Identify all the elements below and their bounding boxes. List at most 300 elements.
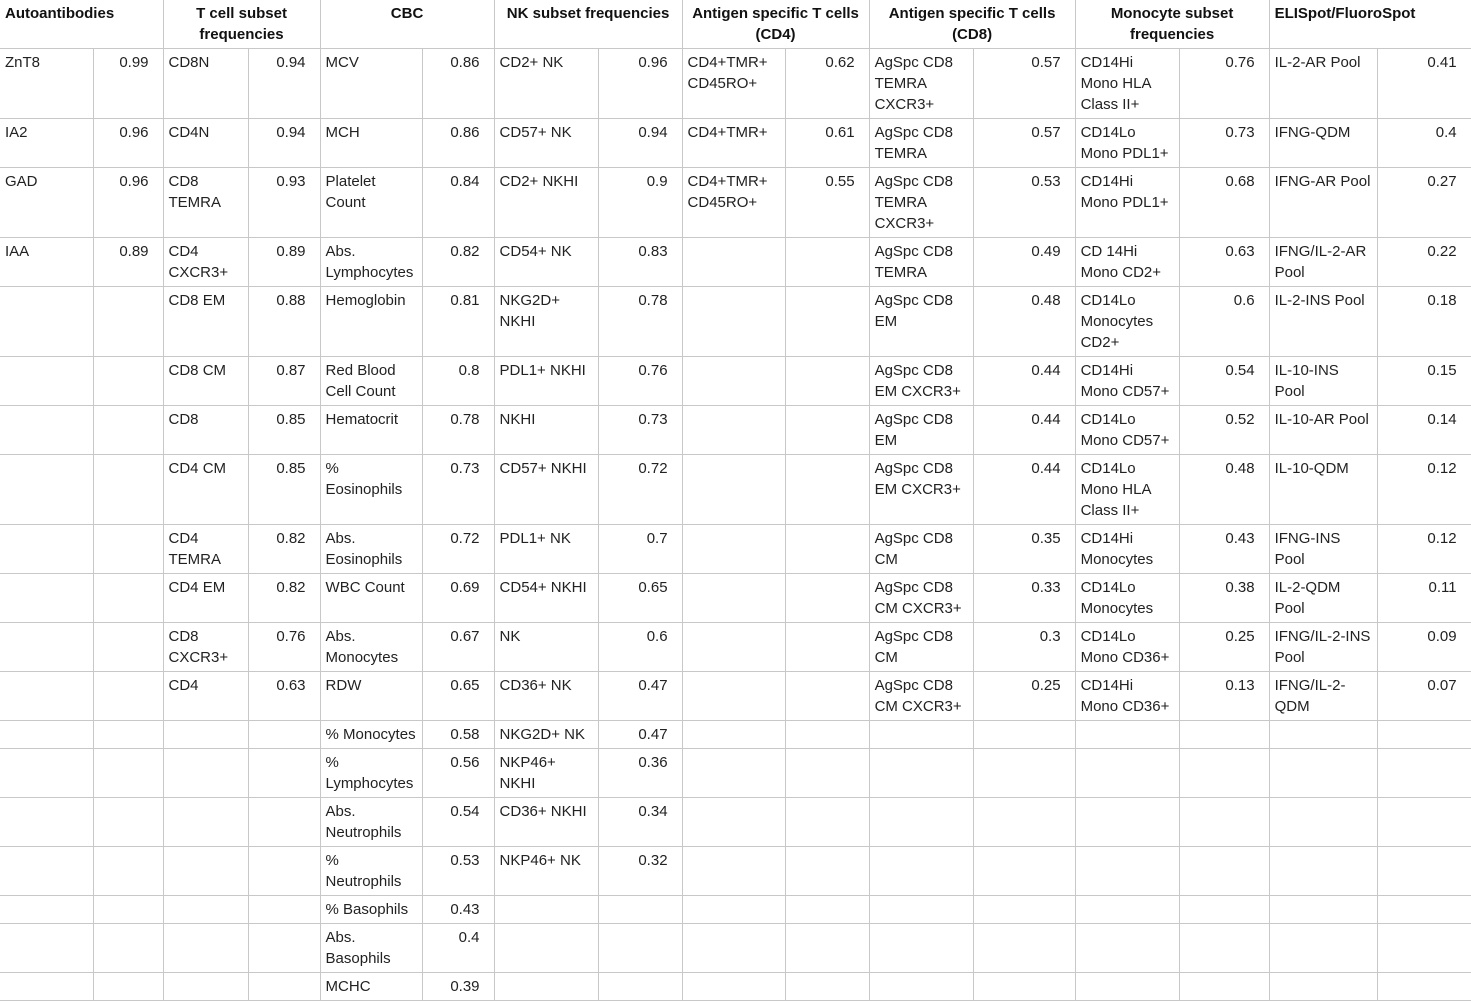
nk-subset-label-cell: CD36+ NK <box>494 672 598 721</box>
antigen-cd4-label-cell <box>682 798 785 847</box>
table-row <box>0 287 1471 357</box>
header-t-cell-subset: T cell subset frequencies <box>163 0 320 49</box>
table-row <box>0 455 1471 525</box>
antigen-cd4-value-cell <box>785 525 869 574</box>
elispot-value-cell <box>1377 798 1471 847</box>
antigen-cd8-label-cell: AgSpc CD8 EM CXCR3+ <box>869 455 973 525</box>
elispot-label-cell <box>1269 973 1377 1001</box>
antigen-cd4-value-cell <box>785 238 869 287</box>
autoantibodies-value-cell <box>93 623 163 672</box>
cbc-label-cell: % Eosinophils <box>320 455 422 525</box>
monocyte-subset-value-cell <box>1179 847 1269 896</box>
antigen-cd4-value-cell: 0.62 <box>785 49 869 119</box>
cbc-value-cell: 0.86 <box>422 49 494 119</box>
table-row <box>0 357 1471 406</box>
antigen-cd8-label-cell <box>869 749 973 798</box>
autoantibodies-value-cell <box>93 847 163 896</box>
t-cell-subset-value-cell: 0.87 <box>248 357 320 406</box>
autoantibodies-value-cell: 0.96 <box>93 168 163 238</box>
autoantibodies-value-cell <box>93 973 163 1001</box>
antigen-cd8-label-cell: AgSpc CD8 CM CXCR3+ <box>869 672 973 721</box>
antigen-cd8-label-cell: AgSpc CD8 TEMRA CXCR3+ <box>869 168 973 238</box>
t-cell-subset-value-cell: 0.82 <box>248 525 320 574</box>
elispot-value-cell <box>1377 973 1471 1001</box>
monocyte-subset-value-cell: 0.73 <box>1179 119 1269 168</box>
monocyte-subset-label-cell: CD14Lo Monocytes <box>1075 574 1179 623</box>
nk-subset-value-cell: 0.83 <box>598 238 682 287</box>
antigen-cd4-value-cell <box>785 455 869 525</box>
nk-subset-value-cell <box>598 924 682 973</box>
antigen-cd4-value-cell: 0.61 <box>785 119 869 168</box>
table-row <box>0 847 1471 896</box>
autoantibodies-label-cell <box>0 798 93 847</box>
table-row <box>0 721 1471 749</box>
nk-subset-label-cell: NKHI <box>494 406 598 455</box>
antigen-cd4-value-cell <box>785 721 869 749</box>
t-cell-subset-label-cell: CD4 EM <box>163 574 248 623</box>
table-row <box>0 672 1471 721</box>
antigen-cd8-value-cell <box>973 924 1075 973</box>
autoantibodies-value-cell <box>93 721 163 749</box>
elispot-value-cell: 0.07 <box>1377 672 1471 721</box>
nk-subset-value-cell: 0.36 <box>598 749 682 798</box>
cbc-value-cell: 0.78 <box>422 406 494 455</box>
elispot-label-cell <box>1269 749 1377 798</box>
t-cell-subset-value-cell <box>248 847 320 896</box>
autoantibodies-label-cell <box>0 574 93 623</box>
antigen-cd4-label-cell <box>682 455 785 525</box>
cbc-label-cell: Platelet Count <box>320 168 422 238</box>
elispot-label-cell: IL-10-QDM <box>1269 455 1377 525</box>
nk-subset-value-cell <box>598 973 682 1001</box>
elispot-value-cell: 0.27 <box>1377 168 1471 238</box>
monocyte-subset-value-cell: 0.63 <box>1179 238 1269 287</box>
cbc-value-cell: 0.86 <box>422 119 494 168</box>
elispot-label-cell: IFNG-INS Pool <box>1269 525 1377 574</box>
elispot-value-cell: 0.14 <box>1377 406 1471 455</box>
elispot-value-cell: 0.22 <box>1377 238 1471 287</box>
antigen-cd4-value-cell <box>785 406 869 455</box>
autoantibodies-label-cell <box>0 973 93 1001</box>
antigen-cd4-value-cell <box>785 896 869 924</box>
antigen-cd8-value-cell: 0.25 <box>973 672 1075 721</box>
autoantibodies-label-cell <box>0 721 93 749</box>
cbc-label-cell: WBC Count <box>320 574 422 623</box>
nk-subset-label-cell: NKP46+ NKHI <box>494 749 598 798</box>
table-body <box>0 49 1471 1001</box>
antigen-cd4-value-cell <box>785 574 869 623</box>
antigen-cd8-label-cell <box>869 896 973 924</box>
antigen-cd8-label-cell: AgSpc CD8 EM <box>869 406 973 455</box>
autoantibodies-value-cell: 0.99 <box>93 49 163 119</box>
elispot-value-cell <box>1377 721 1471 749</box>
header-autoantibodies: Autoantibodies <box>0 0 163 49</box>
t-cell-subset-value-cell: 0.88 <box>248 287 320 357</box>
cbc-label-cell: % Neutrophils <box>320 847 422 896</box>
antigen-cd4-label-cell <box>682 238 785 287</box>
monocyte-subset-label-cell: CD14Lo Mono HLA Class II+ <box>1075 455 1179 525</box>
autoantibodies-label-cell <box>0 896 93 924</box>
autoantibodies-value-cell <box>93 287 163 357</box>
header-antigen-cd8: Antigen specific T cells (CD8) <box>869 0 1075 49</box>
nk-subset-value-cell: 0.94 <box>598 119 682 168</box>
antigen-cd8-value-cell: 0.48 <box>973 287 1075 357</box>
antigen-cd8-value-cell: 0.57 <box>973 49 1075 119</box>
t-cell-subset-label-cell <box>163 749 248 798</box>
nk-subset-label-cell: CD2+ NK <box>494 49 598 119</box>
t-cell-subset-label-cell <box>163 924 248 973</box>
monocyte-subset-value-cell: 0.68 <box>1179 168 1269 238</box>
nk-subset-value-cell: 0.72 <box>598 455 682 525</box>
elispot-label-cell <box>1269 896 1377 924</box>
monocyte-subset-label-cell: CD14Hi Mono HLA Class II+ <box>1075 49 1179 119</box>
elispot-value-cell: 0.12 <box>1377 455 1471 525</box>
t-cell-subset-label-cell: CD8N <box>163 49 248 119</box>
nk-subset-value-cell: 0.76 <box>598 357 682 406</box>
antigen-cd8-label-cell: AgSpc CD8 CM <box>869 525 973 574</box>
antigen-cd8-label-cell: AgSpc CD8 TEMRA CXCR3+ <box>869 49 973 119</box>
cbc-value-cell: 0.73 <box>422 455 494 525</box>
t-cell-subset-label-cell: CD8 TEMRA <box>163 168 248 238</box>
monocyte-subset-label-cell: CD14Hi Mono CD57+ <box>1075 357 1179 406</box>
elispot-label-cell: IL-2-AR Pool <box>1269 49 1377 119</box>
table-row <box>0 749 1471 798</box>
antigen-cd8-label-cell: AgSpc CD8 EM CXCR3+ <box>869 357 973 406</box>
monocyte-subset-value-cell <box>1179 924 1269 973</box>
elispot-label-cell <box>1269 924 1377 973</box>
cbc-label-cell: Hemoglobin <box>320 287 422 357</box>
nk-subset-value-cell: 0.47 <box>598 721 682 749</box>
cbc-value-cell: 0.81 <box>422 287 494 357</box>
antigen-cd4-label-cell <box>682 721 785 749</box>
cbc-value-cell: 0.84 <box>422 168 494 238</box>
nk-subset-value-cell: 0.65 <box>598 574 682 623</box>
elispot-label-cell: IFNG-AR Pool <box>1269 168 1377 238</box>
cbc-label-cell: Abs. Monocytes <box>320 623 422 672</box>
t-cell-subset-label-cell: CD4 CM <box>163 455 248 525</box>
autoantibodies-label-cell <box>0 924 93 973</box>
nk-subset-value-cell <box>598 896 682 924</box>
nk-subset-label-cell: NKG2D+ NK <box>494 721 598 749</box>
autoantibodies-value-cell: 0.89 <box>93 238 163 287</box>
nk-subset-value-cell: 0.96 <box>598 49 682 119</box>
antigen-cd8-value-cell: 0.33 <box>973 574 1075 623</box>
antigen-cd8-value-cell: 0.44 <box>973 406 1075 455</box>
t-cell-subset-value-cell: 0.94 <box>248 49 320 119</box>
antigen-cd8-value-cell <box>973 798 1075 847</box>
nk-subset-value-cell: 0.32 <box>598 847 682 896</box>
autoantibodies-label-cell <box>0 406 93 455</box>
elispot-label-cell <box>1269 798 1377 847</box>
nk-subset-value-cell: 0.34 <box>598 798 682 847</box>
monocyte-subset-value-cell: 0.48 <box>1179 455 1269 525</box>
nk-subset-label-cell: CD54+ NK <box>494 238 598 287</box>
nk-subset-value-cell: 0.9 <box>598 168 682 238</box>
monocyte-subset-label-cell: CD14Hi Monocytes <box>1075 525 1179 574</box>
monocyte-subset-value-cell: 0.6 <box>1179 287 1269 357</box>
monocyte-subset-value-cell <box>1179 798 1269 847</box>
t-cell-subset-label-cell: CD8 CM <box>163 357 248 406</box>
elispot-value-cell <box>1377 847 1471 896</box>
antigen-cd4-label-cell <box>682 525 785 574</box>
antigen-cd8-value-cell: 0.44 <box>973 455 1075 525</box>
monocyte-subset-label-cell <box>1075 798 1179 847</box>
autoantibodies-value-cell <box>93 357 163 406</box>
nk-subset-label-cell: NK <box>494 623 598 672</box>
t-cell-subset-value-cell: 0.94 <box>248 119 320 168</box>
antigen-cd4-label-cell <box>682 406 785 455</box>
t-cell-subset-label-cell: CD4 <box>163 672 248 721</box>
antigen-cd8-label-cell: AgSpc CD8 TEMRA <box>869 238 973 287</box>
antigen-cd4-value-cell <box>785 623 869 672</box>
antigen-cd4-value-cell <box>785 798 869 847</box>
nk-subset-label-cell <box>494 896 598 924</box>
cbc-label-cell: % Monocytes <box>320 721 422 749</box>
t-cell-subset-value-cell: 0.76 <box>248 623 320 672</box>
nk-subset-label-cell: NKP46+ NK <box>494 847 598 896</box>
table-row <box>0 973 1471 1001</box>
monocyte-subset-value-cell: 0.25 <box>1179 623 1269 672</box>
antigen-cd8-label-cell <box>869 924 973 973</box>
antigen-cd8-value-cell: 0.53 <box>973 168 1075 238</box>
elispot-value-cell <box>1377 896 1471 924</box>
antigen-cd8-value-cell: 0.49 <box>973 238 1075 287</box>
t-cell-subset-value-cell: 0.89 <box>248 238 320 287</box>
nk-subset-value-cell: 0.6 <box>598 623 682 672</box>
antigen-cd4-label-cell: CD4+TMR+ <box>682 119 785 168</box>
autoantibodies-label-cell: IA2 <box>0 119 93 168</box>
antigen-cd4-label-cell: CD4+TMR+ CD45RO+ <box>682 168 785 238</box>
nk-subset-label-cell: CD57+ NKHI <box>494 455 598 525</box>
t-cell-subset-label-cell: CD4 TEMRA <box>163 525 248 574</box>
monocyte-subset-value-cell: 0.52 <box>1179 406 1269 455</box>
t-cell-subset-label-cell <box>163 973 248 1001</box>
autoantibodies-label-cell <box>0 847 93 896</box>
monocyte-subset-label-cell <box>1075 749 1179 798</box>
antigen-cd4-label-cell: CD4+TMR+ CD45RO+ <box>682 49 785 119</box>
antigen-cd8-label-cell: AgSpc CD8 CM <box>869 623 973 672</box>
autoantibodies-label-cell <box>0 525 93 574</box>
nk-subset-value-cell: 0.78 <box>598 287 682 357</box>
table-row <box>0 119 1471 168</box>
autoantibodies-label-cell: ZnT8 <box>0 49 93 119</box>
header-antigen-cd4: Antigen specific T cells (CD4) <box>682 0 869 49</box>
autoantibodies-label-cell <box>0 455 93 525</box>
antigen-cd8-value-cell: 0.35 <box>973 525 1075 574</box>
monocyte-subset-value-cell <box>1179 721 1269 749</box>
elispot-label-cell: IL-2-INS Pool <box>1269 287 1377 357</box>
antigen-cd8-value-cell <box>973 896 1075 924</box>
antigen-cd4-label-cell <box>682 672 785 721</box>
autoantibodies-value-cell <box>93 896 163 924</box>
cbc-label-cell: Abs. Eosinophils <box>320 525 422 574</box>
monocyte-subset-label-cell <box>1075 896 1179 924</box>
antigen-cd8-value-cell <box>973 721 1075 749</box>
header-elispot: ELISpot/FluoroSpot <box>1269 0 1471 49</box>
monocyte-subset-label-cell <box>1075 847 1179 896</box>
t-cell-subset-value-cell <box>248 749 320 798</box>
monocyte-subset-value-cell: 0.54 <box>1179 357 1269 406</box>
monocyte-subset-value-cell <box>1179 896 1269 924</box>
nk-subset-value-cell: 0.73 <box>598 406 682 455</box>
t-cell-subset-value-cell <box>248 896 320 924</box>
cbc-value-cell: 0.56 <box>422 749 494 798</box>
autoantibodies-label-cell <box>0 672 93 721</box>
cbc-value-cell: 0.53 <box>422 847 494 896</box>
monocyte-subset-value-cell <box>1179 973 1269 1001</box>
t-cell-subset-value-cell <box>248 973 320 1001</box>
t-cell-subset-label-cell: CD4 CXCR3+ <box>163 238 248 287</box>
monocyte-subset-label-cell: CD14Lo Monocytes CD2+ <box>1075 287 1179 357</box>
antigen-cd4-value-cell: 0.55 <box>785 168 869 238</box>
cbc-value-cell: 0.43 <box>422 896 494 924</box>
antigen-cd4-value-cell <box>785 924 869 973</box>
cbc-value-cell: 0.72 <box>422 525 494 574</box>
nk-subset-label-cell: CD36+ NKHI <box>494 798 598 847</box>
elispot-value-cell: 0.4 <box>1377 119 1471 168</box>
t-cell-subset-label-cell <box>163 847 248 896</box>
t-cell-subset-value-cell <box>248 798 320 847</box>
elispot-label-cell: IFNG-QDM <box>1269 119 1377 168</box>
antigen-cd4-value-cell <box>785 357 869 406</box>
cbc-value-cell: 0.39 <box>422 973 494 1001</box>
nk-subset-label-cell: CD54+ NKHI <box>494 574 598 623</box>
autoantibodies-label-cell <box>0 623 93 672</box>
t-cell-subset-label-cell: CD8 EM <box>163 287 248 357</box>
antigen-cd4-value-cell <box>785 672 869 721</box>
elispot-label-cell: IL-10-INS Pool <box>1269 357 1377 406</box>
table-row <box>0 525 1471 574</box>
header-nk-subset: NK subset frequencies <box>494 0 682 49</box>
monocyte-subset-label-cell: CD14Hi Mono PDL1+ <box>1075 168 1179 238</box>
nk-subset-label-cell: NKG2D+ NKHI <box>494 287 598 357</box>
monocyte-subset-value-cell <box>1179 749 1269 798</box>
elispot-value-cell: 0.18 <box>1377 287 1471 357</box>
autoantibodies-value-cell <box>93 749 163 798</box>
cbc-value-cell: 0.58 <box>422 721 494 749</box>
autoantibodies-value-cell <box>93 672 163 721</box>
autoantibodies-value-cell: 0.96 <box>93 119 163 168</box>
t-cell-subset-label-cell: CD8 CXCR3+ <box>163 623 248 672</box>
antigen-cd4-label-cell <box>682 896 785 924</box>
antigen-cd4-label-cell <box>682 924 785 973</box>
antigen-cd8-value-cell: 0.3 <box>973 623 1075 672</box>
cbc-value-cell: 0.4 <box>422 924 494 973</box>
cbc-label-cell: Abs. Neutrophils <box>320 798 422 847</box>
nk-subset-value-cell: 0.7 <box>598 525 682 574</box>
antigen-cd4-value-cell <box>785 749 869 798</box>
monocyte-subset-value-cell: 0.76 <box>1179 49 1269 119</box>
table-row <box>0 896 1471 924</box>
autoantibodies-value-cell <box>93 525 163 574</box>
elispot-label-cell: IL-2-QDM Pool <box>1269 574 1377 623</box>
elispot-value-cell: 0.11 <box>1377 574 1471 623</box>
monocyte-subset-label-cell <box>1075 973 1179 1001</box>
antigen-cd4-label-cell <box>682 749 785 798</box>
cbc-label-cell: MCH <box>320 119 422 168</box>
antigen-cd4-label-cell <box>682 973 785 1001</box>
cbc-value-cell: 0.69 <box>422 574 494 623</box>
monocyte-subset-value-cell: 0.38 <box>1179 574 1269 623</box>
cbc-label-cell: % Lymphocytes <box>320 749 422 798</box>
antigen-cd8-label-cell <box>869 798 973 847</box>
elispot-label-cell: IL-10-AR Pool <box>1269 406 1377 455</box>
elispot-value-cell: 0.12 <box>1377 525 1471 574</box>
antigen-cd8-value-cell: 0.57 <box>973 119 1075 168</box>
t-cell-subset-label-cell: CD8 <box>163 406 248 455</box>
t-cell-subset-label-cell <box>163 798 248 847</box>
cbc-label-cell: Red Blood Cell Count <box>320 357 422 406</box>
t-cell-subset-value-cell: 0.63 <box>248 672 320 721</box>
cbc-value-cell: 0.8 <box>422 357 494 406</box>
elispot-label-cell <box>1269 847 1377 896</box>
header-row <box>0 0 1471 49</box>
monocyte-subset-label-cell: CD 14Hi Mono CD2+ <box>1075 238 1179 287</box>
elispot-value-cell <box>1377 924 1471 973</box>
elispot-label-cell <box>1269 721 1377 749</box>
antigen-cd8-value-cell: 0.44 <box>973 357 1075 406</box>
cbc-value-cell: 0.67 <box>422 623 494 672</box>
nk-subset-label-cell <box>494 973 598 1001</box>
monocyte-subset-value-cell: 0.13 <box>1179 672 1269 721</box>
cbc-label-cell: Abs. Lymphocytes <box>320 238 422 287</box>
antigen-cd8-label-cell: AgSpc CD8 TEMRA <box>869 119 973 168</box>
autoantibodies-label-cell: IAA <box>0 238 93 287</box>
nk-subset-label-cell: CD57+ NK <box>494 119 598 168</box>
table-row <box>0 168 1471 238</box>
antigen-cd8-label-cell <box>869 973 973 1001</box>
elispot-value-cell: 0.15 <box>1377 357 1471 406</box>
header-monocyte-subset: Monocyte subset frequencies <box>1075 0 1269 49</box>
antigen-cd4-value-cell <box>785 287 869 357</box>
monocyte-subset-label-cell: CD14Lo Mono CD36+ <box>1075 623 1179 672</box>
antigen-cd8-label-cell <box>869 847 973 896</box>
monocyte-subset-label-cell: CD14Lo Mono PDL1+ <box>1075 119 1179 168</box>
t-cell-subset-value-cell: 0.85 <box>248 455 320 525</box>
autoantibodies-value-cell <box>93 574 163 623</box>
table-row <box>0 49 1471 119</box>
antigen-cd4-value-cell <box>785 847 869 896</box>
antigen-cd4-label-cell <box>682 623 785 672</box>
t-cell-subset-value-cell: 0.93 <box>248 168 320 238</box>
antigen-cd4-label-cell <box>682 847 785 896</box>
autoantibodies-value-cell <box>93 455 163 525</box>
cbc-value-cell: 0.65 <box>422 672 494 721</box>
antigen-cd4-label-cell <box>682 287 785 357</box>
elispot-value-cell: 0.09 <box>1377 623 1471 672</box>
cbc-value-cell: 0.82 <box>422 238 494 287</box>
elispot-label-cell: IFNG/IL-2-INS Pool <box>1269 623 1377 672</box>
autoantibodies-label-cell <box>0 749 93 798</box>
monocyte-subset-label-cell <box>1075 924 1179 973</box>
antigen-cd4-label-cell <box>682 357 785 406</box>
t-cell-subset-label-cell <box>163 896 248 924</box>
table-row <box>0 623 1471 672</box>
cbc-label-cell: % Basophils <box>320 896 422 924</box>
elispot-value-cell <box>1377 749 1471 798</box>
t-cell-subset-value-cell: 0.85 <box>248 406 320 455</box>
antigen-cd8-label-cell <box>869 721 973 749</box>
cbc-label-cell: MCV <box>320 49 422 119</box>
table-row <box>0 798 1471 847</box>
antigen-cd4-label-cell <box>682 574 785 623</box>
cbc-value-cell: 0.54 <box>422 798 494 847</box>
antigen-cd8-label-cell: AgSpc CD8 EM <box>869 287 973 357</box>
autoantibodies-label-cell <box>0 287 93 357</box>
t-cell-subset-value-cell <box>248 924 320 973</box>
autoantibodies-value-cell <box>93 406 163 455</box>
nk-subset-label-cell: CD2+ NKHI <box>494 168 598 238</box>
